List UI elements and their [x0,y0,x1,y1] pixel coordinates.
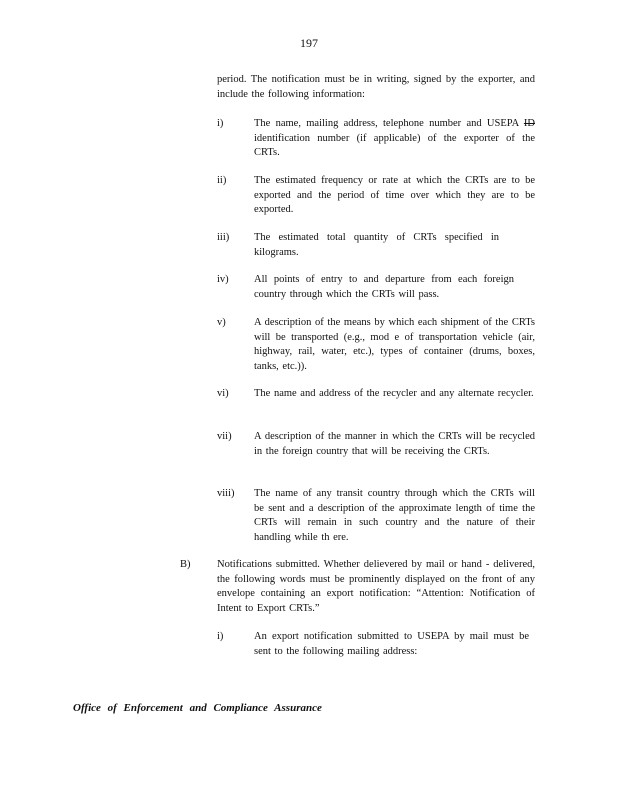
list-item-text: All points of entry to and departure from each foreign country through which the CRTs will pass. [254,274,514,300]
list-item-text: The name and address of the recycler and any alternate recycler. [254,388,534,399]
footer-office-name: Office of Enforcement and Compliance Assurance [73,702,322,714]
list-item-number: viii) [217,488,235,499]
list-item-number: iii) [217,232,230,243]
section-b-number: B) [180,559,191,570]
list-item-text: The estimated total quantity of CRTs specified in kilograms. [254,232,499,258]
list-item-text: A description of the manner in which the CRTs will be recycled in the foreign country that will be receiving the CRTs. [254,431,535,457]
section-b-text: Notifications submitted. Whether delievered by mail or hand - delivered, the following words must be prominently displayed on the front of any envelope containing an export notification: “Attention: Notification of Intent to Export CRTs.” [217,559,535,614]
list-item [217,316,535,374]
list-item-number: vii) [217,431,232,442]
intro-paragraph: period. The notification must be in writing, signed by the exporter, and include the following information: [217,74,535,100]
list-item [217,117,535,161]
list-item [217,487,535,545]
list-item-number: vi) [217,388,229,399]
list-item-text: A description of the means by which each shipment of the CRTs will be transported (e.g., mod e of transportation vehicle (air, highway, rail, water, etc.), types of container (drums, boxes, tanks, etc.)). [254,317,535,372]
list-item [217,174,535,218]
page-number: 197 [300,36,318,50]
section-b [180,558,535,616]
list-item-text: The name, mailing address, telephone number and USEPA ID identification number (if applicable) of the exporter of the CRTs. [254,118,535,158]
struck-text: ID [523,118,535,129]
list-item [217,430,535,459]
list-item-number: iv) [217,274,229,285]
list-item-text: The estimated frequency or rate at which the CRTs are to be exported and the period of time over which they are to be exported. [254,175,535,215]
list-item-text: An export notification submitted to USEPA by mail must be sent to the following mailing address: [254,631,529,657]
list-item-number: i) [217,631,224,642]
list-item-number: ii) [217,175,227,186]
list-item-number: v) [217,317,226,328]
list-item-text: The name of any transit country through which the CRTs will be sent and a description of the approximate length of time the CRTs will remain in such country and the nature of their handling while th ere. [254,488,535,543]
list-item [217,387,535,402]
sub-list-item [217,630,535,659]
list-item-number: i) [217,118,224,129]
list-item [217,273,535,302]
list-item [217,231,535,260]
